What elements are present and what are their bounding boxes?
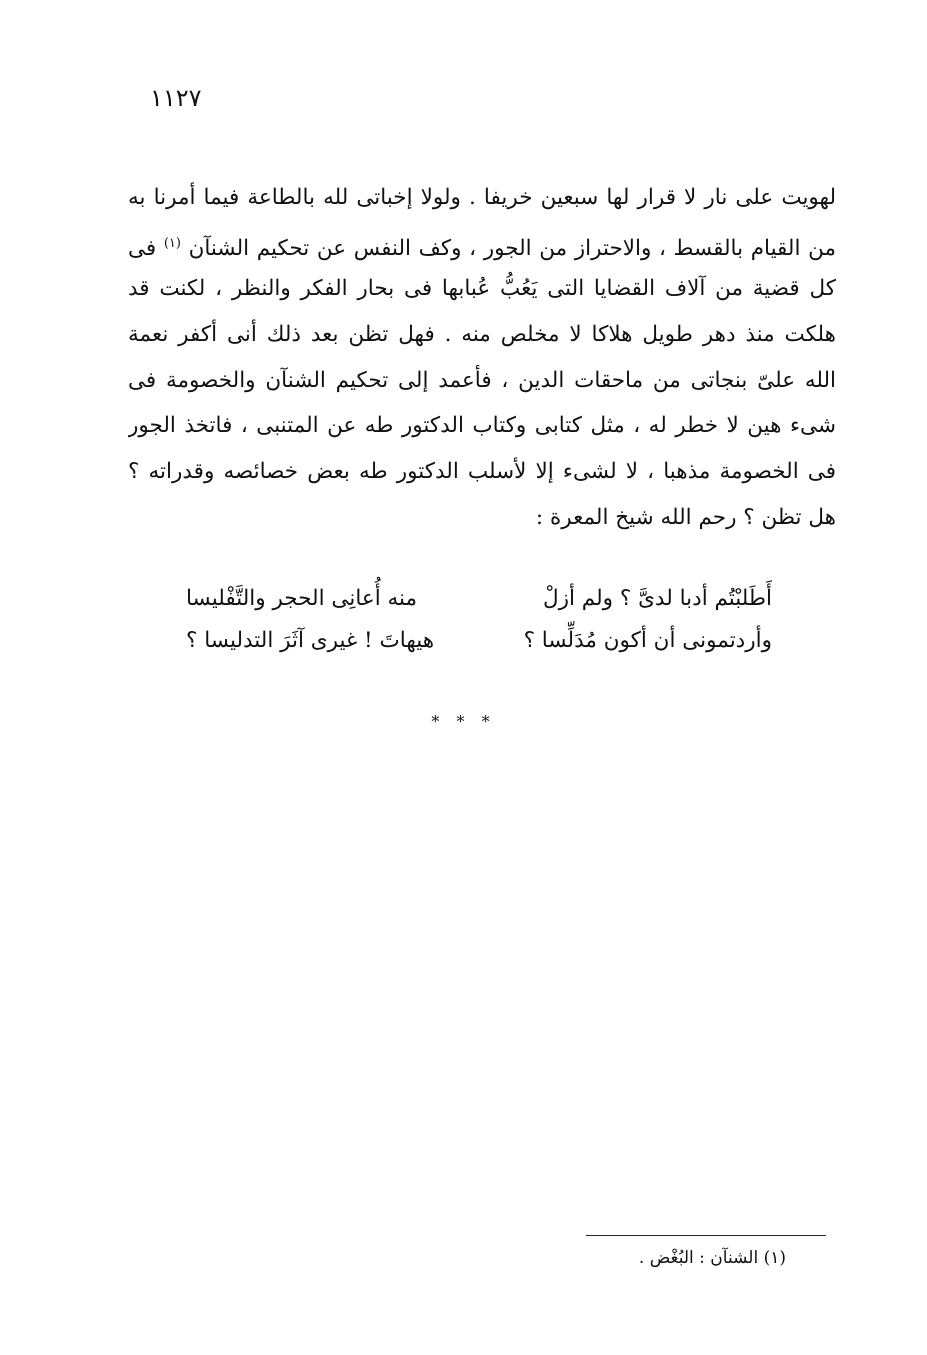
verse-second-hemistich: هيهاتَ ! غيرى آثَرَ التدليسا ؟ (186, 628, 435, 653)
verse-second-hemistich: منه أُعانِى الحجر والتَّفْليسا (186, 586, 418, 611)
footnote: (١) الشنآن : البُغْض . (638, 1248, 786, 1268)
body-line: شىء هين لا خطر له ، مثل كتابى وكتاب الدكتور طه عن المتنبى ، فاتخذ الجور (128, 413, 836, 439)
body-line: فى الخصومة مذهبا ، لا لشىء إلا لأسلب الدكتور طه بعض خصائصه وقدراته ؟ (128, 459, 836, 485)
body-paragraph (128, 175, 836, 541)
body-line: هل تظن ؟ رحم الله شيخ المعرة : (535, 504, 836, 530)
verse-line (186, 620, 772, 662)
verse-line (186, 578, 772, 620)
body-line: هلكت منذ دهر طويل هلاكا لا مخلص منه . فهل تظن بعد ذلك أنى أكفر نعمة (128, 322, 836, 348)
verse-first-hemistich: أَطَلبْتُم أدبا لدىَّ ؟ ولم أزلْ (542, 586, 772, 611)
body-line-with-footnote (128, 221, 836, 267)
body-line: لهويت على نار لا قرار لها سبعين خريفا . ولولا إخباتى لله بالطاعة فيما أمرنا به (128, 185, 836, 210)
footnote-divider (586, 1235, 826, 1236)
body-line-tail: فى (128, 235, 157, 261)
body-line: الله علىّ بنجاتى من ماحقات الدين ، فأعمد إلى تحكيم الشنآن والخصومة فى (128, 367, 836, 393)
body-line: كل قضية من آلاف القضايا التى يَعُبُّ عُبابها فى بحار الفكر والنظر ، لكنت قد (128, 276, 836, 302)
body-line-text: من القيام بالقسط ، والاحتراز من الجور ، وكف النفس عن تحكيم الشنآن (188, 235, 836, 261)
section-separator: * * * (431, 712, 496, 731)
page-number: ١١٢٧ (150, 84, 202, 112)
verse-first-hemistich: وأردتمونى أن أكون مُدَلِّسا ؟ (523, 628, 772, 653)
footnote-reference[interactable]: (١) (163, 235, 181, 251)
poetry-verse (186, 578, 772, 662)
